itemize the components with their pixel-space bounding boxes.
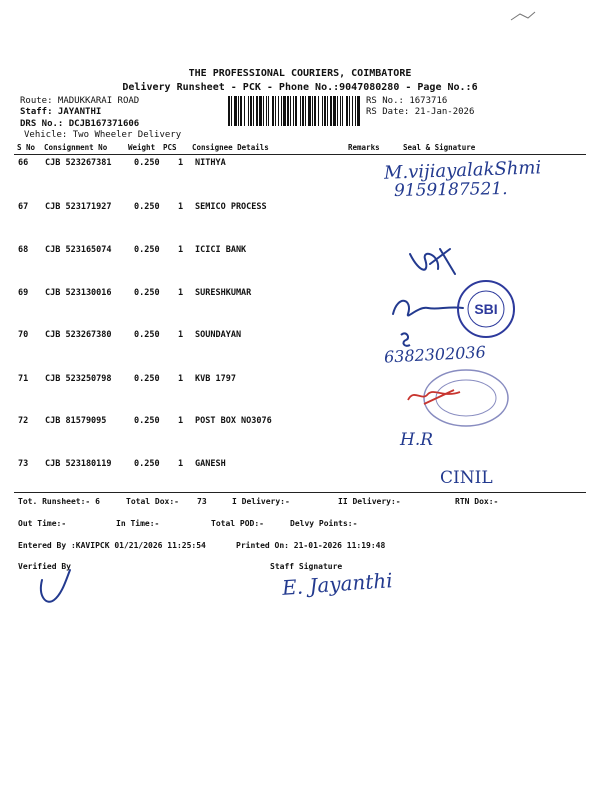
row-consignment: CJB 523267380 — [45, 330, 112, 340]
barcode-bar — [324, 96, 326, 126]
row-pcs: 1 — [178, 158, 184, 168]
row-consignment: CJB 523267381 — [45, 158, 112, 168]
barcode-bar — [238, 96, 239, 126]
barcode-bar — [346, 96, 348, 126]
row-consignee: KVB 1797 — [195, 374, 236, 384]
barcode-bar — [287, 96, 289, 126]
staff-label: Staff: JAYANTHI — [20, 107, 102, 117]
handwritten-scribble — [508, 10, 538, 24]
barcode-bar — [342, 96, 343, 126]
row-sno: 67 — [18, 202, 29, 212]
barcode-bar — [314, 96, 316, 126]
footer-rule — [14, 492, 586, 493]
printed-on: Printed On: 21-01-2026 11:19:48 — [236, 541, 386, 550]
row-consignee: SOUNDAYAN — [195, 330, 242, 340]
verified-by-label: Verified By — [18, 562, 71, 571]
col-consignment: Consignment No — [44, 143, 108, 152]
barcode-bar — [327, 96, 328, 126]
barcode-bar — [259, 96, 262, 126]
barcode-bar — [275, 96, 276, 126]
barcode-bar — [293, 96, 294, 126]
barcode-bar — [340, 96, 341, 126]
barcode-bar — [231, 96, 232, 126]
total-dox-label: Total Dox:- — [126, 497, 179, 506]
row-weight: 0.250 — [134, 245, 160, 255]
entered-by: Entered By :KAVIPCK 01/21/2026 11:25:54 — [18, 541, 206, 550]
sbi-seal-stamp — [455, 278, 517, 340]
route-label: Route: MADUKKARAI ROAD — [20, 96, 140, 106]
barcode-bar — [268, 96, 269, 126]
barcode-bar — [308, 96, 311, 126]
runsheet-subtitle: Delivery Runsheet - PCK - Phone No.:9047080280 - Page No.:6 — [122, 82, 478, 93]
barcode-bar — [318, 96, 319, 126]
barcode-bar — [256, 96, 258, 126]
barcode-bar — [295, 96, 297, 126]
row-consignment: CJB 523171927 — [45, 202, 112, 212]
row-consignee: NITHYA — [195, 158, 226, 168]
barcode-bar — [234, 96, 237, 126]
rtn-dox: RTN Dox:- — [455, 497, 499, 506]
row-pcs: 1 — [178, 288, 184, 298]
barcode-bar — [333, 96, 336, 126]
barcode-bar — [355, 96, 356, 126]
barcode-bar — [283, 96, 286, 126]
row-sno: 68 — [18, 245, 29, 255]
barcode-bar — [300, 96, 301, 126]
row-consignee: ICICI BANK — [195, 245, 247, 255]
barcode-bar — [272, 96, 274, 126]
row-consignee: POST BOX NO3076 — [195, 416, 272, 426]
barcode-bar — [302, 96, 304, 126]
handwritten-phone-66: 9159187521. — [393, 179, 508, 201]
col-remarks: Remarks — [348, 143, 380, 152]
barcode-bar — [228, 96, 230, 126]
col-seal-signature: Seal & Signature — [403, 143, 476, 152]
barcode-bar — [248, 96, 249, 126]
barcode-bar — [250, 96, 252, 126]
row-weight: 0.250 — [134, 202, 160, 212]
row-consignee: SURESHKUMAR — [195, 288, 252, 298]
company-title: THE PROFESSIONAL COURIERS, COIMBATORE — [188, 68, 412, 79]
handwritten-signature-73: CINIL — [440, 468, 493, 488]
in-time: In Time:- — [116, 519, 160, 528]
total-pod: Total POD:- — [211, 519, 264, 528]
row-pcs: 1 — [178, 416, 184, 426]
row-sno: 71 — [18, 374, 29, 384]
row-consignment: CJB 523165074 — [45, 245, 112, 255]
row-weight: 0.250 — [134, 459, 160, 469]
barcode-bar — [263, 96, 264, 126]
row-weight: 0.250 — [134, 374, 160, 384]
staff-signature-label: Staff Signature — [270, 562, 343, 571]
row-weight: 0.250 — [134, 158, 160, 168]
barcode-bar — [312, 96, 313, 126]
handwritten-signature-68 — [400, 244, 460, 284]
barcode-bar — [240, 96, 242, 126]
row-consignee: GANESH — [195, 459, 226, 469]
row-consignment: CJB 523250798 — [45, 374, 112, 384]
i-delivery: I Delivery:- — [232, 497, 290, 506]
barcode-bar — [357, 96, 360, 126]
row-sno: 69 — [18, 288, 29, 298]
barcode-bar — [305, 96, 306, 126]
stamp-text: SBI — [474, 301, 498, 317]
staff-handwritten-signature: E. Jayanthi — [281, 568, 394, 600]
out-time: Out Time:- — [18, 519, 67, 528]
barcode-bar — [253, 96, 254, 126]
row-pcs: 1 — [178, 330, 184, 340]
barcode-bar — [266, 96, 267, 126]
vehicle-label: Vehicle: Two Wheeler Delivery — [24, 130, 182, 140]
row-sno: 70 — [18, 330, 29, 340]
delvy-points: Delvy Points:- — [290, 519, 358, 528]
col-pcs: PCS — [163, 143, 177, 152]
verified-signature — [36, 566, 76, 608]
col-sno: S No — [17, 143, 36, 152]
barcode-bar — [278, 96, 279, 126]
row-weight: 0.250 — [134, 288, 160, 298]
row-weight: 0.250 — [134, 330, 160, 340]
col-weight: Weight — [128, 143, 156, 152]
row-pcs: 1 — [178, 459, 184, 469]
row-sno: 66 — [18, 158, 29, 168]
row-pcs: 1 — [178, 245, 184, 255]
barcode-bar — [337, 96, 338, 126]
handwritten-signature-66: M.vijiayalakShmi — [383, 157, 542, 184]
row-sno: 72 — [18, 416, 29, 426]
col-consignee: Consignee Details — [192, 143, 269, 152]
drs-number: DRS No.: DCJB167371606 — [20, 119, 140, 129]
row-sno: 73 — [18, 459, 29, 469]
row-consignment: CJB 523180119 — [45, 459, 112, 469]
handwritten-signature-72: H.R — [400, 430, 434, 450]
barcode-bar — [290, 96, 291, 126]
row-pcs: 1 — [178, 202, 184, 212]
ii-delivery: II Delivery:- — [338, 497, 401, 506]
barcode-bar — [281, 96, 282, 126]
tot-runsheet: Tot. Runsheet:- 6 — [18, 497, 100, 506]
barcode-bar — [352, 96, 353, 126]
barcode-bar — [349, 96, 350, 126]
total-dox-value: 73 — [197, 497, 207, 506]
barcode-bar — [244, 96, 245, 126]
row-weight: 0.250 — [134, 416, 160, 426]
rs-number: RS No.: 1673716 — [366, 96, 448, 106]
row-consignment: CJB 81579095 — [45, 416, 107, 426]
barcode — [228, 96, 360, 126]
row-pcs: 1 — [178, 374, 184, 384]
row-consignee: SEMICO PROCESS — [195, 202, 267, 212]
row-consignment: CJB 523130016 — [45, 288, 112, 298]
red-ink-signature — [404, 384, 464, 408]
barcode-bar — [322, 96, 323, 126]
barcode-bar — [330, 96, 332, 126]
table-row — [0, 198, 600, 242]
handwritten-phone-70: 6382302036 — [383, 342, 487, 367]
rs-date: RS Date: 21-Jan-2026 — [366, 107, 475, 117]
